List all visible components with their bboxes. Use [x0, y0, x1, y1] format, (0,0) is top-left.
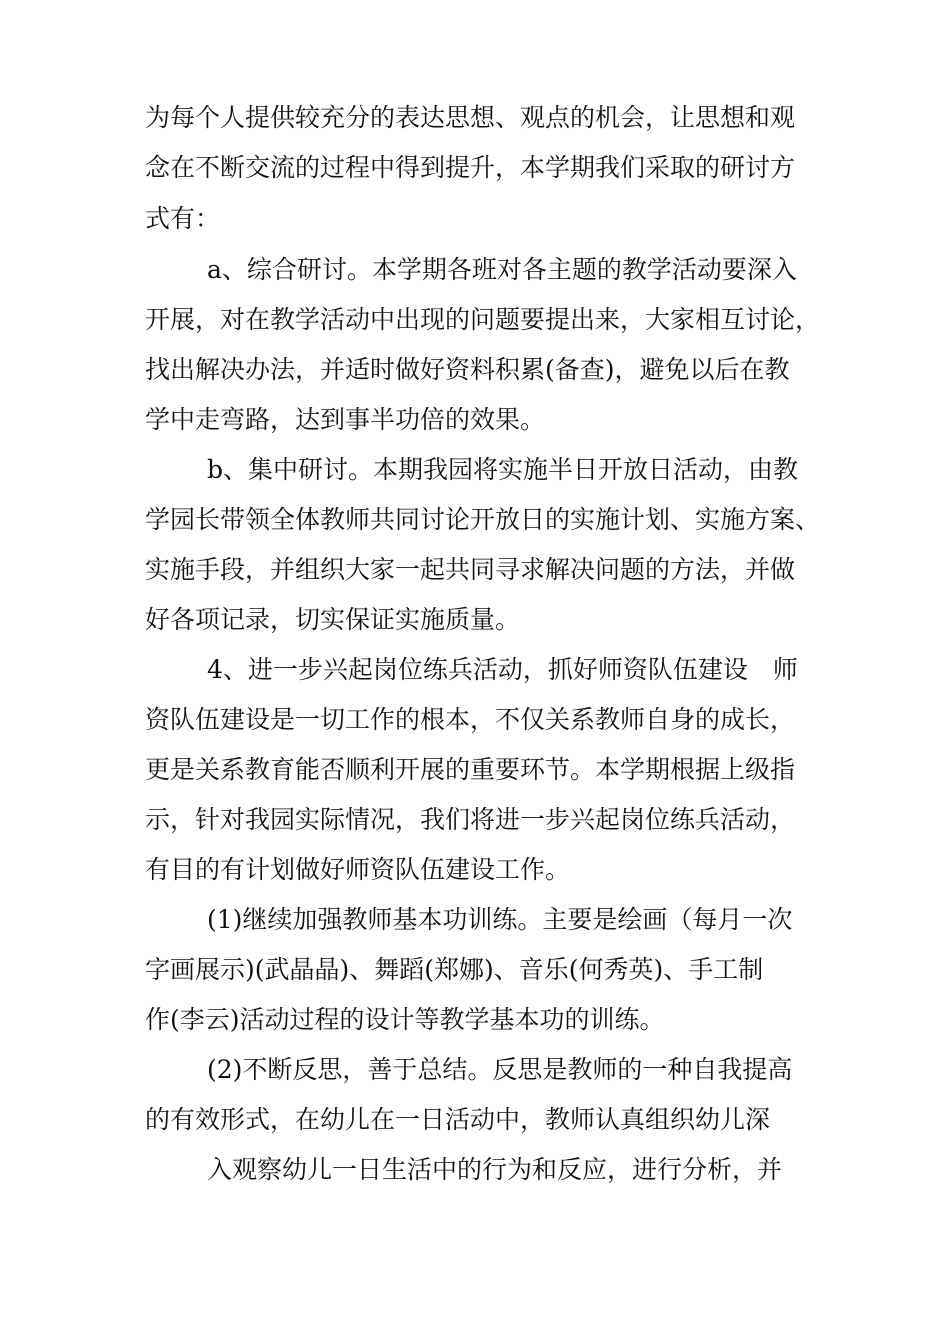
- paragraph-first-line: b、集中研讨。本期我园将实施半日开放日活动，由教: [207, 455, 799, 484]
- text-line: 式有：: [145, 204, 221, 233]
- text-line: 更是关系教育能否顺利开展的重要环节。本学期根据上级指: [145, 755, 796, 784]
- paragraph-first-line: 4、进一步兴起岗位练兵活动，抓好师资队伍建设 师: [207, 655, 798, 684]
- paragraph-first-line: (2)不断反思，善于总结。反思是教师的一种自我提高: [207, 1055, 793, 1084]
- text-line: 为每个人提供较充分的表达思想、观点的机会，让思想和观: [145, 103, 796, 132]
- text-line: 有目的有计划做好师资队伍建设工作。: [145, 855, 571, 884]
- text-line: 实施手段，并组织大家一起共同寻求解决问题的方法，并做: [145, 555, 796, 584]
- text-line: 念在不断交流的过程中得到提升，本学期我们采取的研讨方: [145, 153, 796, 182]
- text-line: 好各项记录，切实保证实施质量。: [145, 605, 521, 634]
- paragraph-first-line: (1)继续加强教师基本功训练。主要是绘画（每月一次: [207, 905, 793, 934]
- text-line: 示，针对我园实际情况，我们将进一步兴起岗位练兵活动，: [145, 805, 796, 834]
- text-line: 开展，对在教学活动中出现的问题要提出来，大家相互讨论，: [145, 305, 821, 334]
- text-line: 资队伍建设是一切工作的根本，不仅关系教师自身的成长，: [145, 705, 796, 734]
- paragraph-first-line: a、综合研讨。本学期各班对各主题的教学活动要深入: [207, 255, 797, 284]
- text-line: 字画展示)(武晶晶)、舞蹈(郑娜)、音乐(何秀英)、手工制: [145, 955, 764, 984]
- text-line: 的有效形式，在幼儿在一日活动中，教师认真组织幼儿深: [145, 1105, 771, 1134]
- paragraph-first-line: 入观察幼儿一日生活中的行为和反应，进行分析，并: [207, 1155, 783, 1184]
- text-line: 找出解决办法，并适时做好资料积累(备查)，避免以后在教: [145, 355, 790, 384]
- text-line: 学园长带领全体教师共同讨论开放日的实施计划、实施方案、: [145, 505, 821, 534]
- text-line: 学中走弯路，达到事半功倍的效果。: [145, 405, 546, 434]
- text-line: 作(李云)活动过程的设计等教学基本功的训练。: [145, 1005, 665, 1034]
